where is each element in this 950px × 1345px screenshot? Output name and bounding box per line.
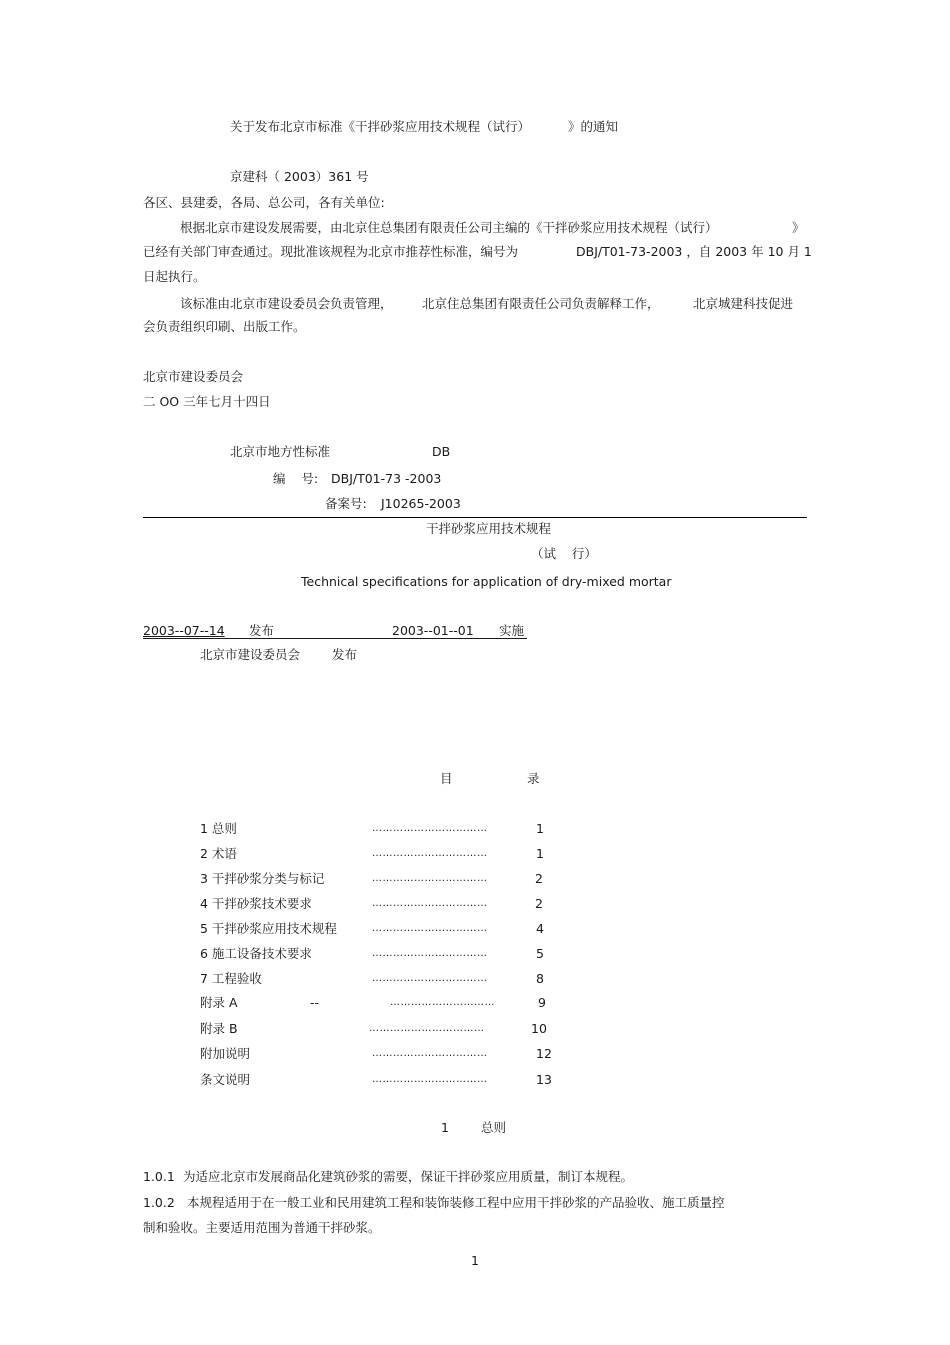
toc-entry-page: 1 (536, 821, 544, 836)
notice-recipients: 各区、县建委，各局、总公司，各有关单位: (143, 195, 385, 210)
toc-row (0, 1021, 950, 1037)
notice-para1-line2-a: 已经有关部门审查通过。现批准该规程为北京市推荐性标准，编号为 (143, 244, 519, 259)
toc-row (0, 821, 950, 837)
notice-para1-line3: 日起执行。 (143, 269, 206, 284)
publish-date: 2003--07--14 (143, 623, 225, 638)
toc-entry-leader: ………………………… (390, 997, 495, 1008)
toc-entry-page: 5 (536, 946, 544, 961)
toc-entry-extra: -- (310, 995, 320, 1010)
toc-row (0, 921, 950, 937)
toc-entry-page: 2 (535, 896, 543, 911)
toc-entry-label: 3 干拌砂浆分类与标记 (200, 871, 325, 886)
toc-entry-label: 附录 B (200, 1021, 238, 1036)
toc-entry-leader: …………………………… (369, 1023, 485, 1034)
implement-date: 2003--01--01 (392, 623, 474, 638)
clause-101-text: 为适应北京市发展商品化建筑砂浆的需要，保证干拌砂浆应用质量，制订本规程。 (183, 1169, 634, 1184)
notice-para2-line1-b: 北京住总集团有限责任公司负责解释工作， (422, 296, 660, 311)
toc-row (0, 1072, 950, 1088)
notice-date: 二 OO 三年七月十四日 (143, 394, 271, 409)
toc-row (0, 971, 950, 987)
toc-entry-leader: …………………………… (372, 973, 488, 984)
toc-row (0, 871, 950, 887)
standard-title-en: Technical specifications for application of dry-mixed mortar (301, 574, 672, 589)
toc-entry-leader: …………………………… (372, 1074, 488, 1085)
publish-implement-line (143, 623, 527, 639)
toc-entry-label: 2 术语 (200, 846, 237, 861)
toc-entry-page: 1 (536, 846, 544, 861)
notice-para2-line1-c: 北京城建科技促进 (693, 296, 794, 311)
standard-number-value: DBJ/T01-73 -2003 (331, 471, 442, 486)
notice-title-prefix: 关于发布北京市标准《干拌砂浆应用技术规程（试行） (230, 119, 531, 134)
toc-entry-leader: …………………………… (372, 923, 488, 934)
toc-entry-page: 12 (536, 1046, 552, 1061)
record-number-label: 备案号: (325, 496, 367, 511)
chapter-title: 总则 (481, 1120, 507, 1135)
toc-entry-label: 条文说明 (200, 1072, 251, 1087)
clause-102-line1: 本规程适用于在一般工业和民用建筑工程和装饰装修工程中应用干拌砂浆的产品验收、施工质量控 (187, 1195, 725, 1210)
toc-entry-label: 附加说明 (200, 1046, 251, 1061)
toc-entry-leader: …………………………… (372, 873, 488, 884)
clause-102-number: 1.0.2 (143, 1195, 175, 1210)
local-standard-code: DB (432, 444, 451, 459)
toc-row (0, 846, 950, 862)
toc-entry-label: 附录 A (200, 995, 238, 1010)
publisher-action: 发布 (332, 647, 358, 662)
publish-label: 发布 (249, 623, 275, 638)
toc-entry-leader: …………………………… (372, 1048, 488, 1059)
toc-entry-leader: …………………………… (372, 848, 488, 859)
notice-para1-line1-a: 根据北京市建设发展需要，由北京住总集团有限责任公司主编的《干拌砂浆应用技术规程（试行） (180, 220, 718, 235)
toc-entry-page: 10 (531, 1021, 547, 1036)
toc-entry-label: 1 总则 (200, 821, 237, 836)
toc-row (0, 995, 950, 1011)
notice-para2-line2: 会负责组织印刷、出版工作。 (143, 319, 306, 334)
notice-title-suffix: 》的通知 (568, 119, 619, 134)
clause-101-number: 1.0.1 (143, 1169, 175, 1184)
toc-entry-page: 9 (538, 995, 546, 1010)
notice-para1-line2-b: DBJ/T01-73-2003 ，自 2003 年 10 月 1 (576, 244, 812, 259)
toc-entry-label: 5 干拌砂浆应用技术规程 (200, 921, 337, 936)
standard-title-cn: 干拌砂浆应用技术规程 (426, 521, 552, 536)
toc-row (0, 896, 950, 912)
standard-title-trial: （试 行） (531, 546, 597, 561)
toc-entry-page: 4 (536, 921, 544, 936)
toc-row (0, 946, 950, 962)
local-standard-label: 北京市地方性标准 (230, 444, 331, 459)
implement-label: 实施 (499, 623, 525, 638)
notice-issuer: 北京市建设委员会 (143, 369, 244, 384)
publisher: 北京市建设委员会 (200, 647, 301, 662)
cover-divider (143, 517, 807, 518)
toc-entry-page: 2 (535, 871, 543, 886)
record-number-value: J10265-2003 (381, 496, 461, 511)
page-number: 1 (471, 1253, 479, 1268)
toc-entry-leader: …………………………… (372, 823, 488, 834)
notice-para2-line1-a: 该标准由北京市建设委员会负责管理， (180, 296, 393, 311)
chapter-number: 1 (441, 1120, 449, 1135)
notice-doc-number: 京建科（ 2003）361 号 (230, 169, 369, 184)
standard-number-label: 编 号: (273, 471, 319, 486)
clause-102-line2: 制和验收。主要适用范围为普通干拌砂浆。 (143, 1220, 381, 1235)
toc-entry-page: 13 (536, 1072, 552, 1087)
toc-heading-1: 目 (440, 771, 453, 786)
toc-entry-leader: …………………………… (372, 898, 488, 909)
toc-row (0, 1046, 950, 1062)
toc-entry-label: 6 施工设备技术要求 (200, 946, 312, 961)
toc-entry-label: 7 工程验收 (200, 971, 262, 986)
toc-entry-label: 4 干拌砂浆技术要求 (200, 896, 312, 911)
toc-entry-page: 8 (536, 971, 544, 986)
toc-heading-2: 录 (527, 771, 540, 786)
notice-para1-line1-b: 》 (792, 220, 805, 235)
toc-entry-leader: …………………………… (372, 948, 488, 959)
